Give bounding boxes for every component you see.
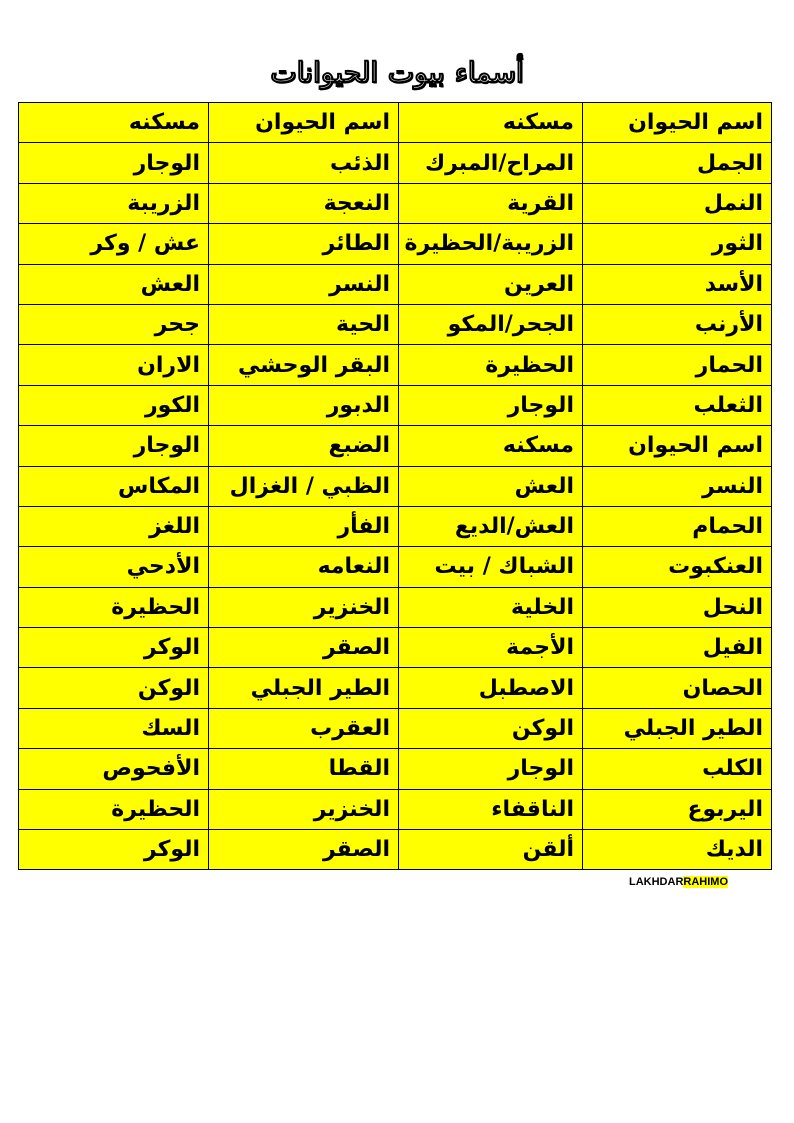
animal-name-cell: الفأر	[209, 506, 399, 546]
animal-name-cell: اليربوع	[583, 789, 772, 829]
table-row	[19, 264, 772, 304]
animal-home-cell: عش / وكر	[19, 224, 209, 264]
animal-home-cell: الزريبة	[19, 183, 209, 223]
animal-name-cell: الكلب	[583, 749, 772, 789]
animal-home-cell: الخلية	[399, 587, 583, 627]
animal-name-cell: اسم الحيوان	[209, 103, 399, 143]
table-row	[19, 789, 772, 829]
animal-name-cell: الثور	[583, 224, 772, 264]
table-row	[19, 668, 772, 708]
animal-name-cell: النحل	[583, 587, 772, 627]
animal-name-cell: النعجة	[209, 183, 399, 223]
animal-name-cell: الخنزير	[209, 587, 399, 627]
table-row	[19, 103, 772, 143]
animal-name-cell: الخنزير	[209, 789, 399, 829]
animal-name-cell: اسم الحيوان	[583, 103, 772, 143]
animal-name-cell: الثعلب	[583, 385, 772, 425]
animal-home-cell: الأفحوص	[19, 749, 209, 789]
animal-name-cell: النمل	[583, 183, 772, 223]
animal-home-cell: العش	[19, 264, 209, 304]
animal-home-cell: جحر	[19, 304, 209, 344]
animal-home-cell: الاصطبل	[399, 668, 583, 708]
animal-name-cell: الطير الجبلي	[209, 668, 399, 708]
animal-home-cell: الجحر/المكو	[399, 304, 583, 344]
table-row	[19, 749, 772, 789]
table-row	[19, 628, 772, 668]
table-row	[19, 466, 772, 506]
animal-name-cell: الطير الجبلي	[583, 708, 772, 748]
table-row	[19, 426, 772, 466]
animal-home-cell: مسكنه	[399, 426, 583, 466]
author-credit-part2: RAHIMO	[683, 876, 728, 888]
animal-home-cell: الحظيرة	[19, 789, 209, 829]
animal-name-cell: الأسد	[583, 264, 772, 304]
animal-home-cell: الوكر	[19, 628, 209, 668]
author-credit-part1: LAKHDAR	[629, 876, 684, 888]
animal-name-cell: الحية	[209, 304, 399, 344]
animal-home-cell: الاران	[19, 345, 209, 385]
animal-home-cell: الأدحي	[19, 547, 209, 587]
table-row	[19, 587, 772, 627]
animal-home-cell: المراح/المبرك	[399, 143, 583, 183]
animal-home-cell: اللغز	[19, 506, 209, 546]
animal-name-cell: الصقر	[209, 628, 399, 668]
animal-name-cell: الظبي / الغزال	[209, 466, 399, 506]
animal-home-cell: القرية	[399, 183, 583, 223]
animal-homes-table	[18, 102, 772, 870]
table-row	[19, 385, 772, 425]
animal-name-cell: النسر	[209, 264, 399, 304]
animal-name-cell: الفيل	[583, 628, 772, 668]
animal-name-cell: الحصان	[583, 668, 772, 708]
animal-home-cell: الناقفاء	[399, 789, 583, 829]
animal-name-cell: العنكبوت	[583, 547, 772, 587]
animal-home-cell: الوجار	[19, 143, 209, 183]
animal-home-cell: مسكنه	[399, 103, 583, 143]
table-row	[19, 345, 772, 385]
author-credit	[629, 876, 728, 888]
animal-name-cell: الأرنب	[583, 304, 772, 344]
animal-name-cell: الضبع	[209, 426, 399, 466]
animal-home-cell: الحظيرة	[19, 587, 209, 627]
animal-name-cell: النعامه	[209, 547, 399, 587]
animal-home-cell: السك	[19, 708, 209, 748]
animal-name-cell: الحمام	[583, 506, 772, 546]
table-body	[19, 103, 772, 870]
animal-name-cell: الحمار	[583, 345, 772, 385]
table-row	[19, 708, 772, 748]
animal-home-cell: الوكن	[399, 708, 583, 748]
animal-home-cell: الكور	[19, 385, 209, 425]
animal-home-cell: ألقن	[399, 830, 583, 870]
animal-name-cell: الذئب	[209, 143, 399, 183]
table-row	[19, 224, 772, 264]
animal-home-cell: الشباك / بيت	[399, 547, 583, 587]
animal-name-cell: القطا	[209, 749, 399, 789]
table-row	[19, 143, 772, 183]
animal-home-cell: الوكر	[19, 830, 209, 870]
table-row	[19, 304, 772, 344]
animal-name-cell: العقرب	[209, 708, 399, 748]
table-row	[19, 506, 772, 546]
animal-name-cell: الطائر	[209, 224, 399, 264]
animal-home-cell: الوجار	[399, 749, 583, 789]
animal-name-cell: اسم الحيوان	[583, 426, 772, 466]
page-title: أسماء بيوت الحيوانات	[270, 56, 524, 89]
animal-name-cell: الصقر	[209, 830, 399, 870]
table-row	[19, 183, 772, 223]
animal-name-cell: النسر	[583, 466, 772, 506]
animal-home-cell: الحظيرة	[399, 345, 583, 385]
animal-name-cell: الجمل	[583, 143, 772, 183]
animal-home-cell: العرين	[399, 264, 583, 304]
animal-home-cell: المكاس	[19, 466, 209, 506]
animal-home-cell: الأجمة	[399, 628, 583, 668]
animal-name-cell: الديك	[583, 830, 772, 870]
animal-home-cell: مسكنه	[19, 103, 209, 143]
animal-home-cell: الوكن	[19, 668, 209, 708]
animal-name-cell: الدبور	[209, 385, 399, 425]
animal-home-cell: الوجار	[399, 385, 583, 425]
animal-home-cell: الزريبة/الحظيرة	[399, 224, 583, 264]
animal-home-cell: الوجار	[19, 426, 209, 466]
animal-name-cell: البقر الوحشي	[209, 345, 399, 385]
table-row	[19, 547, 772, 587]
animal-home-cell: العش/الديع	[399, 506, 583, 546]
animal-home-cell: العش	[399, 466, 583, 506]
table-row	[19, 830, 772, 870]
